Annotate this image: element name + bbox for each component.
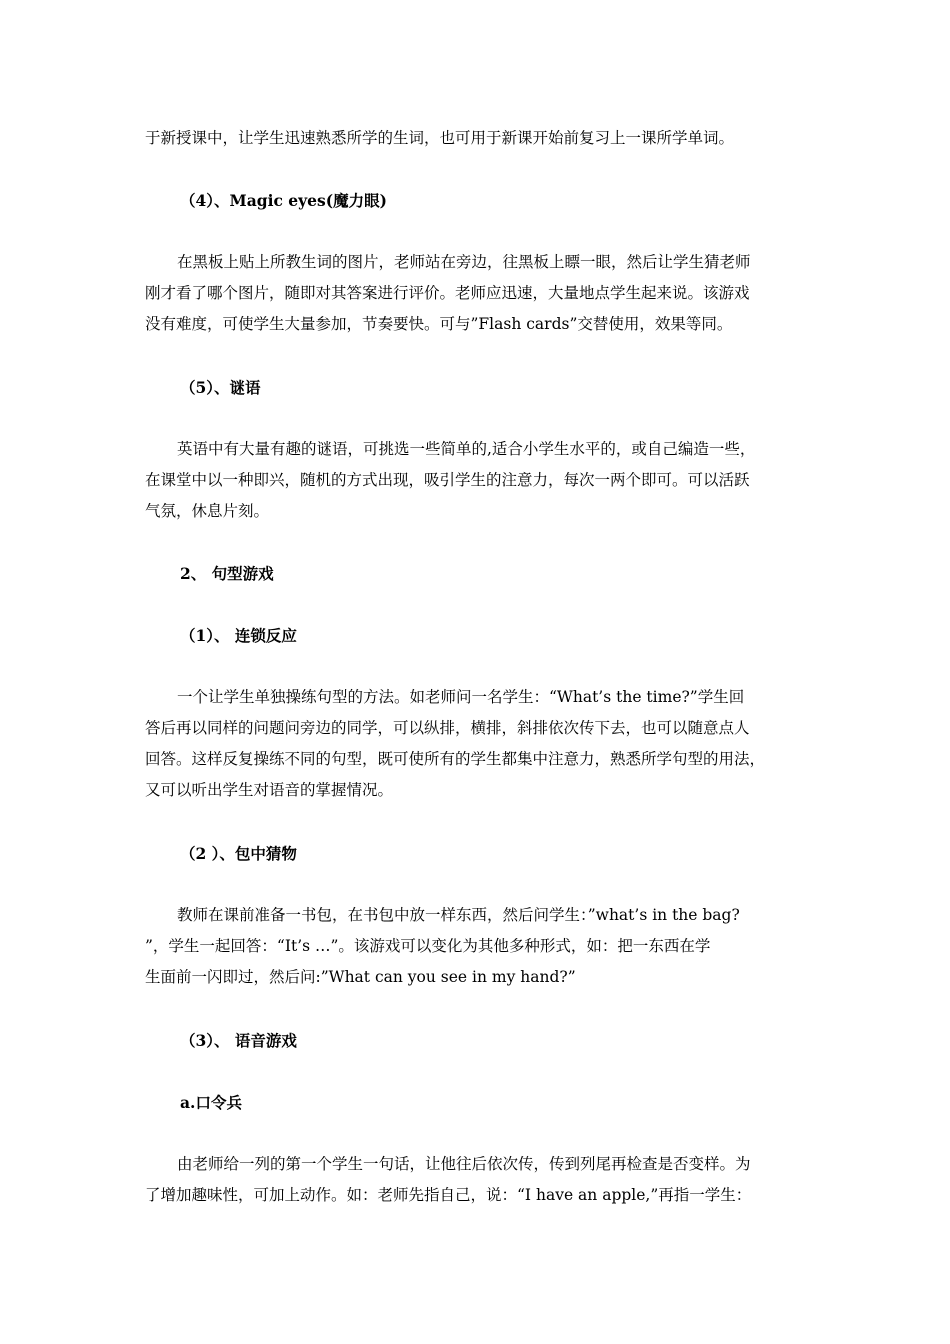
text-line: 了增加趣味性，可加上动作。如：老师先指自己，说：“I have an apple,”再指一学生： — [145, 1186, 752, 1204]
text-line: 由老师给一列的第一个学生一句话，让他往后依次传，传到列尾再检查是否变样。为 — [177, 1155, 751, 1173]
text-line: 答后再以同样的问题问旁边的同学，可以纵排，横排，斜排依次传下去，也可以随意点人 — [145, 719, 750, 737]
section-heading-sentence-games: 2、 句型游戏 — [180, 564, 274, 583]
text-line: ”，学生一起回答：“It’s …”。该游戏可以变化为其他多种形式，如：把一东西在学 — [145, 937, 711, 955]
section-heading-phonics-games: （3）、 语音游戏 — [180, 1031, 297, 1050]
section-heading-magic-eyes: （4）、Magic eyes(魔力眼) — [180, 191, 387, 210]
text-line: 于新授课中，让学生迅速熟悉所学的生词，也可用于新课开始前复习上一课所学单词。 — [145, 129, 735, 147]
paragraph-magic-eyes — [145, 247, 810, 340]
text-line: 气氛，休息片刻。 — [145, 502, 270, 520]
text-line: 又可以听出学生对语音的掌握情况。 — [145, 781, 394, 799]
text-line: 在黑板上贴上所教生词的图片，老师站在旁边，往黑板上瞟一眼，然后让学生猜老师 — [177, 253, 751, 271]
section-heading-guess-in-bag: （2 ）、包中猜物 — [180, 844, 297, 863]
paragraph-continuation — [145, 123, 810, 154]
paragraph-riddles — [145, 434, 810, 527]
section-heading-chain-reaction: （1）、 连锁反应 — [180, 626, 297, 645]
paragraph-guess-in-bag — [145, 900, 810, 993]
text-line: 教师在课前准备一书包，在书包中放一样东西，然后问学生：”what’s in the bag? — [177, 906, 740, 924]
paragraph-chain-reaction — [145, 682, 810, 806]
section-heading-riddles: （5）、谜语 — [180, 378, 261, 397]
text-line: 回答。这样反复操练不同的句型，既可使所有的学生都集中注意力，熟悉所学句型的用法， — [145, 750, 766, 768]
text-line: 生面前一闪即过，然后问:”What can you see in my hand?” — [145, 968, 576, 986]
paragraph-password-soldier — [145, 1149, 810, 1211]
text-line: 没有难度，可使学生大量参加，节奏要快。可与”Flash cards”交替使用，效果等同。 — [145, 315, 733, 333]
text-line: 一个让学生单独操练句型的方法。如老师问一名学生：“What’s the time?”学生回 — [177, 688, 745, 706]
subsection-heading-password-soldier: a.口令兵 — [180, 1093, 242, 1112]
text-line: 刚才看了哪个图片，随即对其答案进行评价。老师应迅速，大量地点学生起来说。该游戏 — [145, 284, 750, 302]
text-line: 英语中有大量有趣的谜语，可挑选一些简单的,适合小学生水平的，或自己编造一些， — [177, 440, 756, 458]
text-line: 在课堂中以一种即兴，随机的方式出现，吸引学生的注意力，每次一两个即可。可以活跃 — [145, 471, 750, 489]
